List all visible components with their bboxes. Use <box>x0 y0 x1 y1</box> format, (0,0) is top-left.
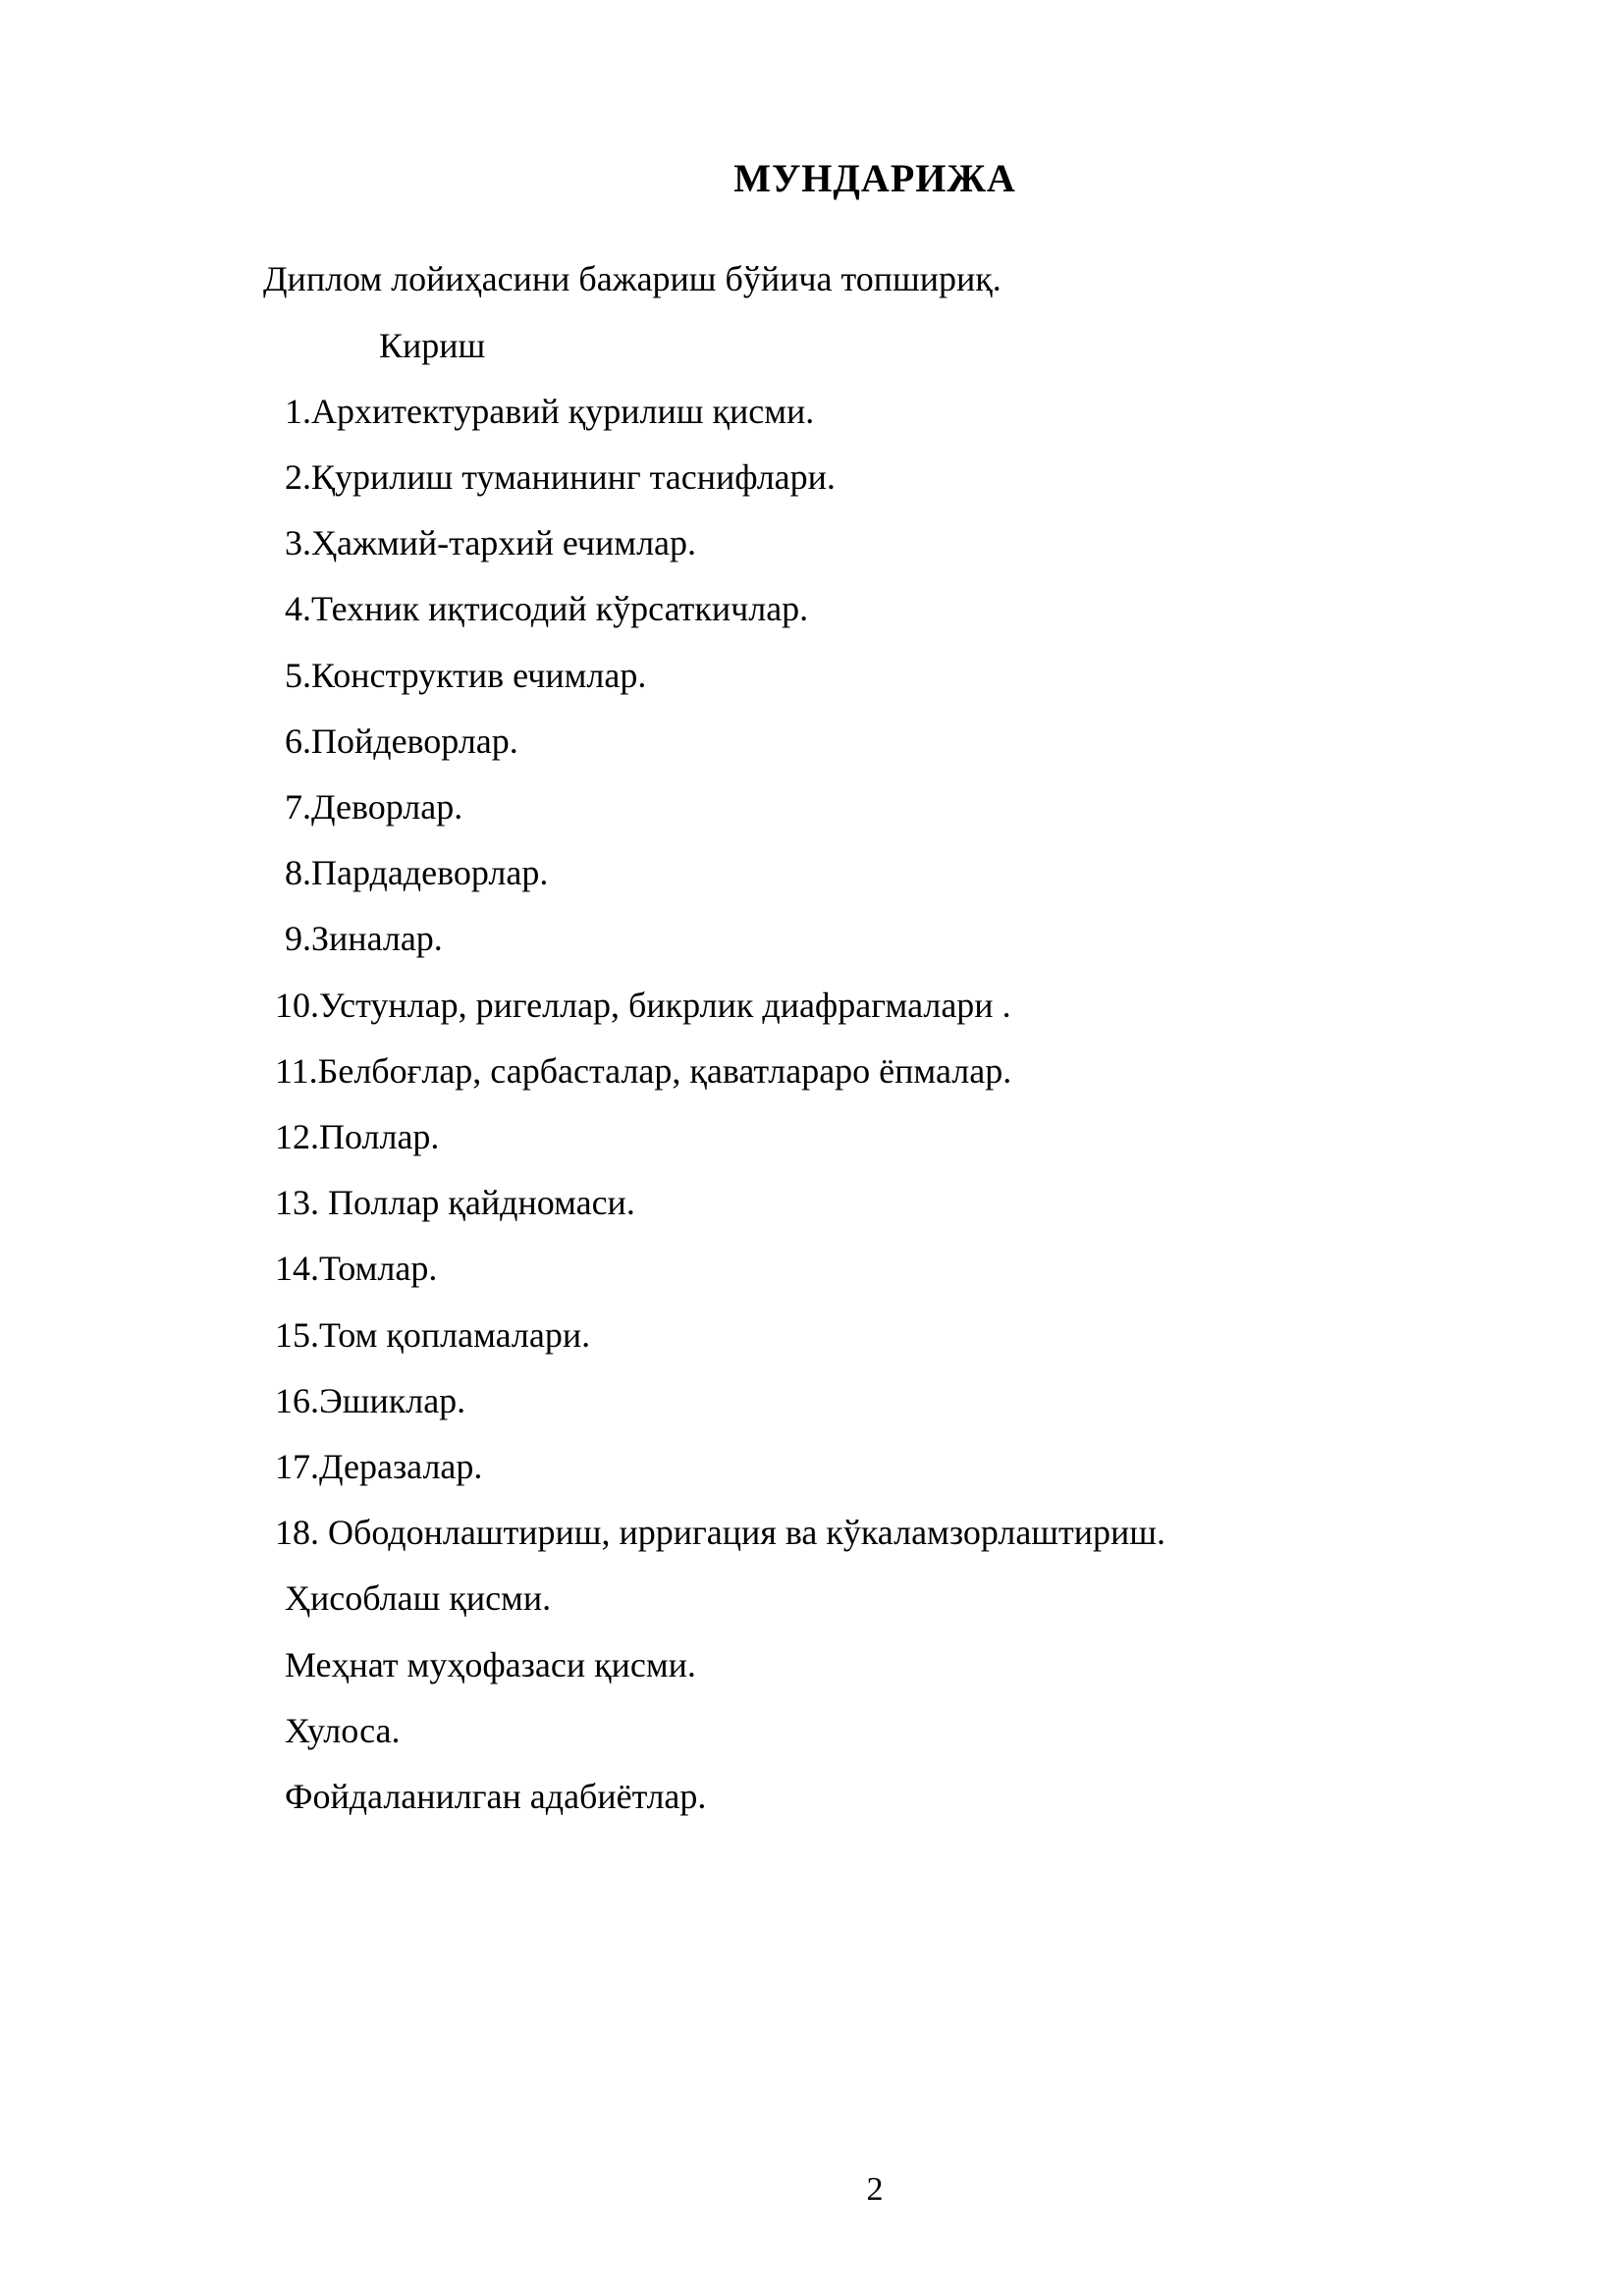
toc-item: 5.Конструктив ечимлар. <box>285 656 647 695</box>
toc-section: Фойдаланилган адабиётлар. <box>285 1777 707 1816</box>
toc-item: 2.Қурилиш туманининг таснифлари. <box>285 457 836 497</box>
toc-item: 14.Томлар. <box>275 1249 438 1288</box>
toc-item: 8.Пардадеворлар. <box>285 853 549 892</box>
toc-intro-line: Диплом лойиҳасини бажариш бўйича топшириқ. <box>263 259 1001 298</box>
toc-item: 11.Белбоғлар, сарбасталар, қаватлараро ёпмалар. <box>275 1051 1012 1091</box>
toc-section: Хулоса. <box>285 1711 401 1750</box>
toc-item: 17.Деразалар. <box>275 1447 483 1486</box>
page-title: МУНДАРИЖА <box>733 156 1016 200</box>
toc-item: 10.Устунлар, ригеллар, бикрлик диафрагмалари . <box>275 986 1011 1025</box>
toc-item: 7.Деворлар. <box>285 787 463 827</box>
page-number: 2 <box>866 2171 884 2208</box>
toc-item: 12.Поллар. <box>275 1117 440 1156</box>
toc-item: 9.Зиналар. <box>285 919 443 958</box>
toc-item: 15.Том қопламалари. <box>275 1315 591 1355</box>
toc-item: 18. Ободонлаштириш, ирригация ва кўкаламзорлаштириш. <box>275 1513 1166 1552</box>
toc-section: Ҳисоблаш қисми. <box>285 1578 552 1618</box>
toc-item: 6.Пойдеворлар. <box>285 721 518 761</box>
toc-item: 16.Эшиклар. <box>275 1381 466 1420</box>
toc-kirish: Кириш <box>379 326 486 365</box>
toc-item: 3.Ҳажмий-тархий ечимлар. <box>285 523 697 562</box>
toc-item: 13. Поллар қайдномаси. <box>275 1183 635 1222</box>
toc-section: Меҳнат муҳофазаси қисми. <box>285 1645 696 1684</box>
toc-item: 4.Техник иқтисодий кўрсаткичлар. <box>285 589 809 628</box>
toc-item: 1.Архитектуравий қурилиш қисми. <box>285 392 815 431</box>
